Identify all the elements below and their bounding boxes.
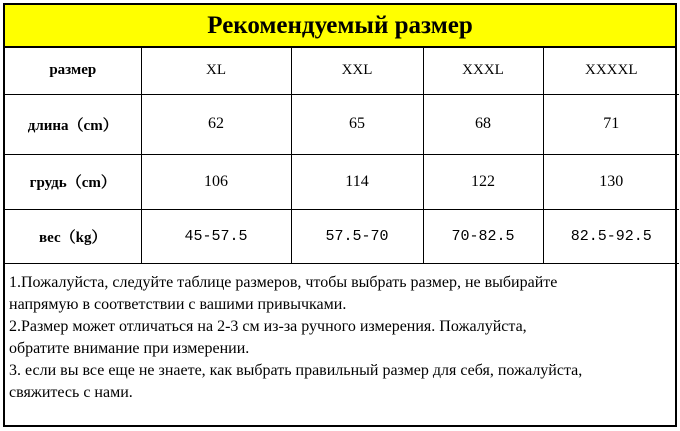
notes	[5, 264, 675, 404]
row-label-length: длина（cm）	[5, 94, 141, 154]
table-cell: 70-82.5	[423, 209, 543, 263]
header-label: размер	[5, 48, 141, 94]
row-label-chest: грудь（cm）	[5, 154, 141, 209]
table-cell: 82.5-92.5	[543, 209, 679, 263]
table-cell: 122	[423, 154, 543, 209]
note-2-line-1: 2.Размер может отличаться на 2-3 см из-за ручного измерения. Пожалуйста,	[9, 317, 527, 335]
note-1	[9, 272, 675, 316]
note-3-line-2: свяжитесь с нами.	[9, 383, 133, 401]
note-2-line-2: обратите внимание при измерении.	[9, 339, 250, 357]
size-xl: XL	[141, 48, 291, 94]
table-row-length	[5, 94, 679, 154]
note-2	[9, 316, 675, 360]
table-cell: 106	[141, 154, 291, 209]
table-cell: 130	[543, 154, 679, 209]
row-label-weight: вес（kg）	[5, 209, 141, 263]
note-1-line-2: напрямую в соответствии с вашими привычками.	[9, 295, 347, 313]
note-3	[9, 360, 675, 404]
chart-title: Рекомендуемый размер	[5, 5, 675, 48]
table-cell: 57.5-70	[291, 209, 423, 263]
table-cell: 114	[291, 154, 423, 209]
table-cell: 62	[141, 94, 291, 154]
table-cell: 68	[423, 94, 543, 154]
table-cell: 45-57.5	[141, 209, 291, 263]
table-row-chest	[5, 154, 679, 209]
table-cell: 65	[291, 94, 423, 154]
size-chart	[3, 3, 677, 427]
size-xxl: XXL	[291, 48, 423, 94]
table-header-row	[5, 48, 679, 94]
size-xxxl: XXXL	[423, 48, 543, 94]
size-xxxxl: XXXXL	[543, 48, 679, 94]
note-1-line-1: 1.Пожалуйста, следуйте таблице размеров, чтобы выбрать размер, не выбирайте	[9, 273, 558, 291]
table-cell: 71	[543, 94, 679, 154]
table-row-weight	[5, 209, 679, 263]
size-table	[5, 48, 679, 264]
note-3-line-1: 3. если вы все еще не знаете, как выбрать правильный размер для себя, пожалуйста,	[9, 361, 583, 379]
